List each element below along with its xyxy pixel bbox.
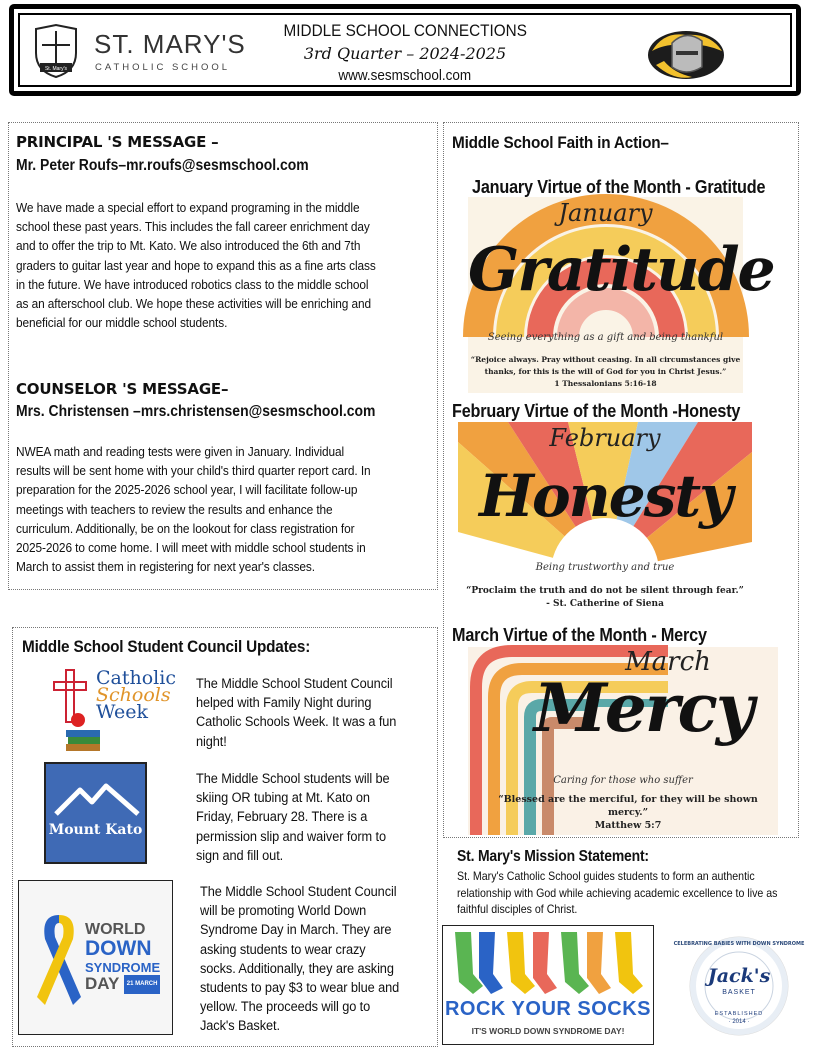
mission-line: relationship with God while achieving academic excellence to live as bbox=[457, 885, 778, 900]
council-line: sign and fill out. bbox=[196, 847, 284, 864]
counselor-line: results will be sent home with your child's third quarter report card. In bbox=[16, 463, 371, 479]
mission-heading: St. Mary's Mission Statement: bbox=[457, 848, 649, 865]
mercy-tagline: Caring for those who suffer bbox=[553, 775, 693, 786]
established-year: · 2014 · bbox=[728, 1019, 750, 1025]
world-down-syndrome-day-logo bbox=[18, 880, 173, 1035]
rock-your-socks-text: ROCK YOUR SOCKS bbox=[444, 998, 652, 1020]
council-line: will be promoting World Down bbox=[200, 903, 367, 920]
knight-mascot-icon bbox=[644, 21, 728, 85]
rock-your-socks-graphic bbox=[442, 925, 654, 1045]
csw-text bbox=[96, 667, 176, 723]
quote-line: “Blessed are the merciful, for they will be shown bbox=[498, 794, 758, 805]
honesty-word: Honesty bbox=[479, 462, 731, 530]
mountain-icon bbox=[54, 782, 140, 816]
council-line: The Middle School Student Council bbox=[200, 884, 397, 900]
principal-line: graders to guitar last year and hope to expand this as a fine arts class bbox=[16, 257, 376, 273]
quote-line: “Rejoice always. Pray without ceasing. In all circumstances give bbox=[470, 355, 741, 364]
honesty-poster bbox=[458, 422, 752, 612]
quote-line: “Proclaim the truth and do not be silent through fear.” bbox=[466, 586, 744, 596]
principal-contact[interactable]: Mr. Peter Roufs–mr.roufs@sesmschool.com bbox=[16, 157, 309, 174]
wdsd-word: SYNDROME bbox=[85, 960, 161, 975]
quote-line: thanks, for this is the will of God for you in Christ Jesus.” bbox=[484, 367, 727, 376]
principal-heading: PRINCIPAL 'S MESSAGE – bbox=[16, 133, 219, 151]
newsletter-title: MIDDLE SCHOOL CONNECTIONS bbox=[283, 21, 527, 40]
counselor-line: meetings with teachers to review the results and enhance the bbox=[16, 501, 333, 517]
quote-line: Matthew 5:7 bbox=[594, 820, 662, 831]
socks-icon bbox=[449, 930, 649, 998]
quarter-label: 3rd Quarter – 2024-2025 bbox=[303, 44, 507, 63]
council-line: asking students to wear crazy bbox=[200, 941, 366, 958]
cross-books-icon bbox=[52, 668, 102, 754]
march-month-script: March bbox=[625, 647, 711, 677]
school-name: ST. MARY'S bbox=[94, 29, 246, 59]
gratitude-tagline: Seeing everything as a gift and being thankful bbox=[487, 332, 724, 343]
csw-word: Week bbox=[96, 701, 148, 723]
website-link[interactable]: www.sesmschool.com bbox=[338, 67, 472, 84]
mercy-quote bbox=[478, 793, 778, 832]
council-item-wdsd bbox=[200, 883, 399, 1037]
counselor-line: 2025-2026 to come home. I will meet with middle school students in bbox=[16, 540, 366, 556]
council-line: night! bbox=[196, 733, 227, 750]
quote-line: mercy.” bbox=[607, 807, 649, 818]
school-subtitle: CATHOLIC SCHOOL bbox=[95, 62, 231, 73]
jacks-arc-text: CELEBRATING BABIES WITH DOWN SYNDROME bbox=[673, 941, 805, 947]
principal-line: as an afterschool club. We hope these activities will be enriching and bbox=[16, 296, 372, 312]
csw-word: Catholic bbox=[96, 667, 176, 689]
council-line: Jack's Basket. bbox=[200, 1018, 280, 1035]
gratitude-poster bbox=[468, 197, 774, 393]
principal-line: school these past years. This includes the fall career enrichment day bbox=[16, 219, 370, 235]
council-line: Syndrome Day in March. They are bbox=[200, 922, 392, 939]
wdsd-word: DAY bbox=[85, 974, 120, 993]
principal-line: in the future. We have introduced robotics class to the middle school bbox=[16, 276, 369, 292]
counselor-contact[interactable]: Mrs. Christensen –mrs.christensen@sesmschool.com bbox=[16, 403, 376, 420]
mount-kato-text: Mount Kato bbox=[48, 822, 143, 838]
february-virtue-title: February Virtue of the Month -Honesty bbox=[452, 401, 741, 421]
january-month-script: January bbox=[558, 199, 653, 227]
mission-statement bbox=[457, 868, 777, 918]
january-virtue-title: January Virtue of the Month - Gratitude bbox=[472, 177, 766, 197]
established-label: ESTABLISHED bbox=[714, 1011, 764, 1017]
wdsd-word: WORLD bbox=[85, 921, 146, 938]
february-month-script: February bbox=[549, 424, 661, 452]
wdsd-slogan: IT'S WORLD DOWN SYNDROME DAY! bbox=[471, 1026, 625, 1036]
mercy-word: Mercy bbox=[533, 669, 753, 747]
council-line: The Middle School Student Council bbox=[196, 676, 393, 692]
jacks-name: Jack's bbox=[707, 965, 771, 987]
header-inner-border bbox=[18, 13, 792, 87]
mercy-poster bbox=[468, 647, 778, 835]
faith-heading: Middle School Faith in Action– bbox=[452, 133, 669, 152]
awareness-ribbon-icon bbox=[33, 909, 85, 1009]
council-line: students to pay $3 to wear blue and bbox=[200, 980, 400, 997]
gratitude-word: Gratitude bbox=[468, 235, 774, 305]
council-line: Friday, February 28. There is a bbox=[196, 809, 368, 826]
council-line: socks. Additionally, they are asking bbox=[200, 960, 394, 977]
csw-word: Schools bbox=[96, 684, 171, 706]
student-council-heading: Middle School Student Council Updates: bbox=[22, 637, 311, 656]
counselor-line: NWEA math and reading tests were given in January. Individual bbox=[16, 444, 345, 459]
counselor-line: curriculum. Additionally, be on the lookout for class registration for bbox=[16, 520, 355, 536]
gratitude-quote bbox=[468, 354, 743, 390]
quote-line: 1 Thessalonians 5:16-18 bbox=[554, 379, 657, 388]
jacks-basket-logo bbox=[673, 935, 805, 1037]
mount-kato-logo bbox=[44, 762, 147, 864]
counselor-heading: COUNSELOR 'S MESSAGE– bbox=[16, 380, 229, 398]
catholic-schools-week-logo bbox=[52, 667, 176, 754]
council-item-family-night bbox=[196, 675, 396, 752]
basket-word: BASKET bbox=[722, 989, 756, 996]
wdsd-date-badge: 21 MARCH bbox=[124, 975, 161, 994]
council-line: permission slip and waiver form to bbox=[196, 828, 386, 845]
honesty-tagline: Being trustworthy and true bbox=[535, 562, 675, 573]
mission-line: faithful disciples of Christ. bbox=[457, 902, 578, 916]
council-line: The Middle School students will be bbox=[196, 771, 390, 787]
council-line: Catholic Schools Week. It was a fun bbox=[196, 714, 397, 731]
wdsd-text bbox=[85, 921, 160, 994]
mission-line: St. Mary's Catholic School guides students to form an authentic bbox=[457, 869, 755, 883]
counselor-line: preparation for the 2025-2026 school year, I will facilitate follow-up bbox=[16, 482, 358, 498]
principal-line: and to offer the trip to Mt. Kato. We also introduced the 6th and 7th bbox=[16, 238, 361, 254]
quote-line: - St. Catherine of Siena bbox=[546, 599, 664, 609]
council-item-mt-kato bbox=[196, 770, 390, 866]
principal-line: We have made a special effort to expand programing in the middle bbox=[16, 200, 360, 215]
counselor-message bbox=[16, 442, 371, 576]
march-virtue-title: March Virtue of the Month - Mercy bbox=[452, 625, 707, 645]
council-line: helped with Family Night during bbox=[196, 695, 372, 712]
newsletter-header bbox=[9, 4, 801, 96]
crest-label: St. Mary's bbox=[44, 66, 68, 72]
wdsd-word: DOWN bbox=[85, 937, 152, 960]
council-line: yellow. The proceeds will go to bbox=[200, 999, 371, 1016]
council-line: skiing OR tubing at Mt. Kato on bbox=[196, 790, 370, 807]
honesty-quote bbox=[458, 585, 752, 611]
principal-line: beneficial for our middle school students. bbox=[16, 315, 228, 331]
principal-message bbox=[16, 198, 376, 332]
counselor-line: March to assist them in registering for next year's classes. bbox=[16, 559, 315, 575]
